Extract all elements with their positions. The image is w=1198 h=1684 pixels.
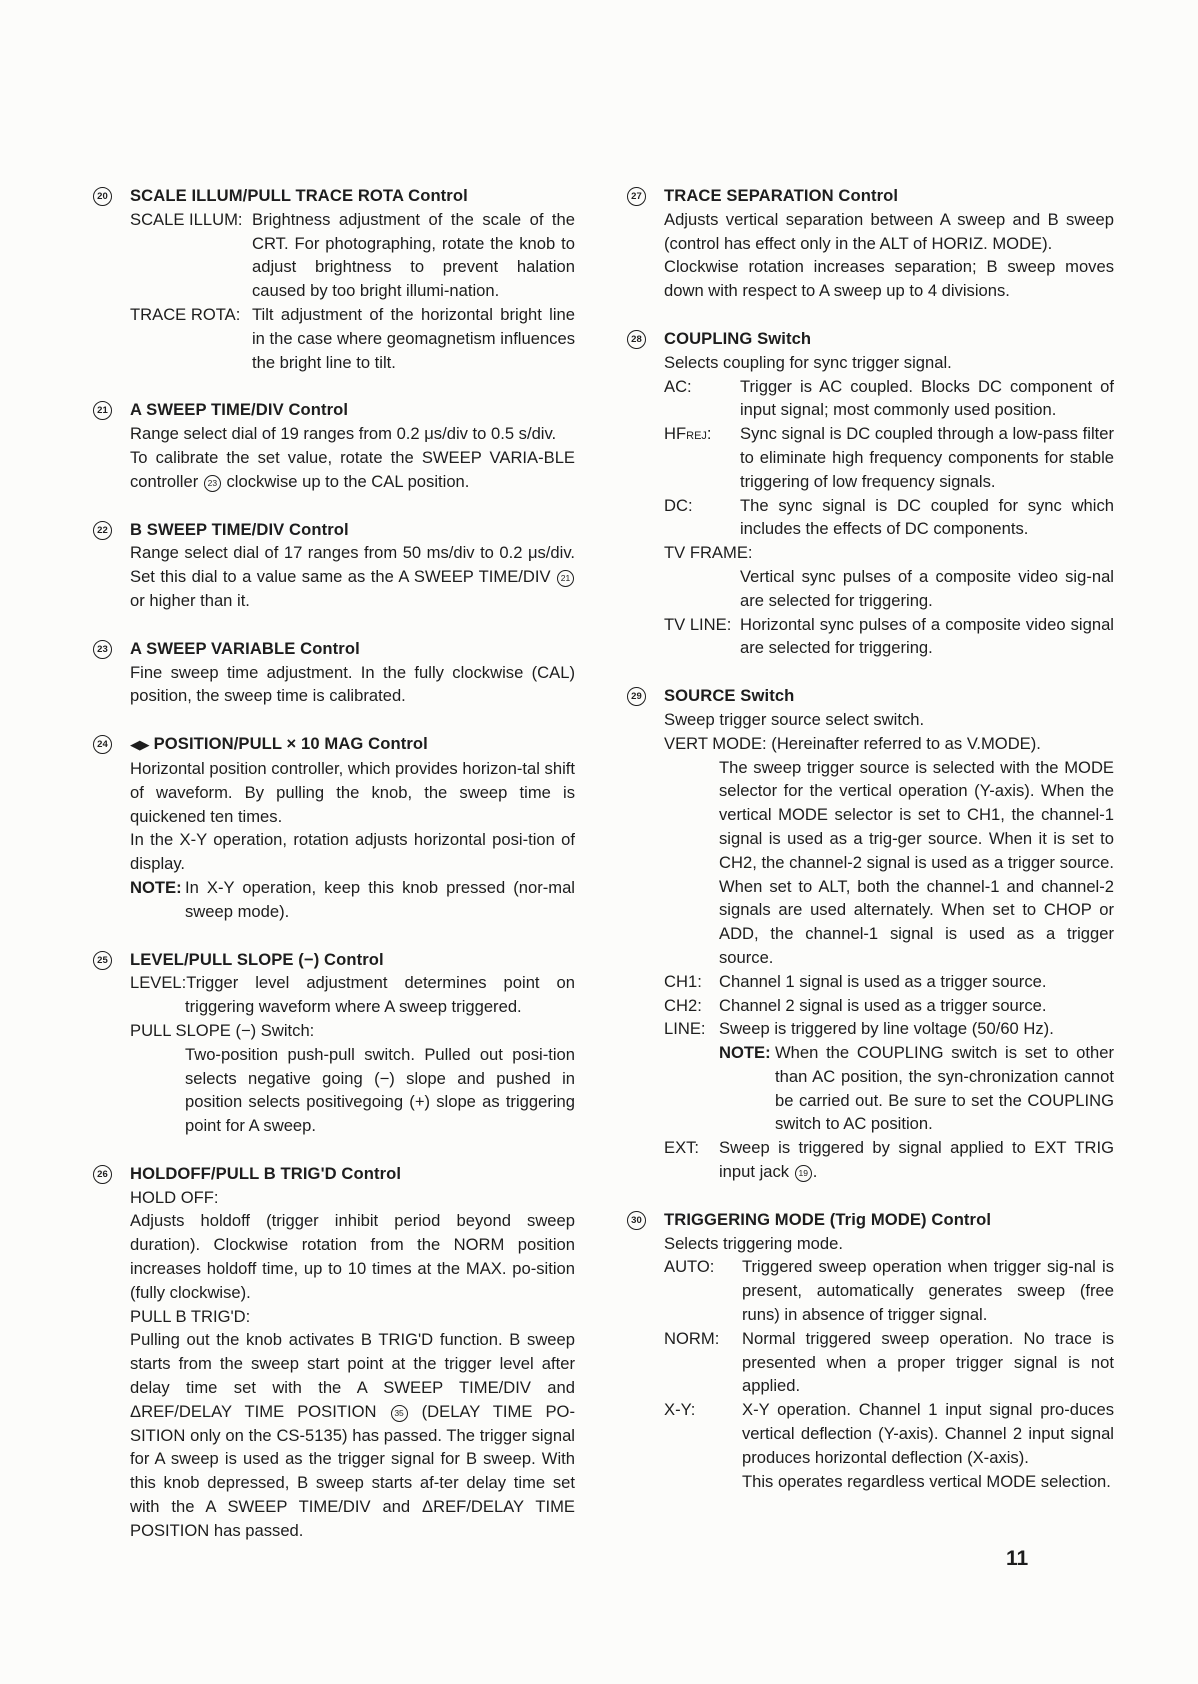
term-label: CH2: — [664, 995, 702, 1015]
section-title: POSITION/PULL × 10 MAG Control — [153, 734, 428, 754]
term-label: AC: — [664, 376, 692, 396]
section-heading — [93, 732, 575, 757]
section-number: 24 — [93, 735, 112, 754]
term-text: Channel 1 signal is used as a trigger source. — [719, 971, 1047, 991]
term-text: X-Y operation. Channel 1 input signal pro-duces vertical deflection (Y-axis). Channel 2 input signal produces horizontal deflection (X-axis). This operates regardless vertical MODE selection. — [742, 1400, 1114, 1491]
section-number: 27 — [627, 187, 646, 206]
term-label: VERT MODE: — [664, 733, 767, 753]
term-label: HFREJ: — [664, 424, 712, 444]
term-text: Trigger is AC coupled. Blocks DC component of input signal; most commonly used position. — [740, 376, 1114, 420]
section-number: 23 — [93, 640, 112, 659]
paragraph: Pulling out the knob activates B TRIG'D function. B sweep starts from the sweep start point at the trigger level after delay time set with the A SWEEP TIME/DIV and ΔREF/DELAY TIME POSITION 35 (DELAY TIME PO-SITION only on the CS-5135) has passed. The trigger signal for A sweep is used as the trigger signal for B sweep. With this knob depressed, B sweep starts af-ter delay time set with the A SWEEP TIME/DIV and ΔREF/DELAY TIME POSITION has passed. — [130, 1330, 575, 1540]
section-number: 28 — [627, 330, 646, 349]
term-text: The sync signal is DC coupled for sync which includes the effects of DC components. — [740, 495, 1114, 539]
section-29 — [627, 684, 1114, 1184]
reference-number: 21 — [557, 570, 574, 587]
paragraph: Clockwise rotation increases separation; B sweep moves down with respect to A sweep up to 4 divisions. — [664, 257, 1114, 301]
paragraph: Fine sweep time adjustment. In the fully clockwise (CAL) position, the sweep time is calibrated. — [130, 662, 575, 706]
definition-row — [664, 375, 1114, 423]
paragraph: To calibrate the set value, rotate the SWEEP VARIA-BLE controller 23 clockwise up to the CAL position. — [130, 447, 575, 491]
term-text: Sync signal is DC coupled through a low-pass filter to eliminate high frequency components for stable triggering of low frequency signals. — [740, 424, 1114, 491]
section-heading — [627, 327, 1114, 351]
section-title: HOLDOFF/PULL B TRIG'D Control — [130, 1163, 402, 1183]
definition-row — [664, 494, 1114, 542]
definition-row — [664, 1017, 1114, 1041]
term-label: DC: — [664, 495, 693, 515]
paragraph: In the X-Y operation, rotation adjusts horizontal posi-tion of display. — [130, 830, 575, 874]
term-heading: (Hereinafter referred to as V.MODE). — [771, 733, 1041, 753]
term-text: Normal triggered sweep operation. No trace is presented when a proper trigger signal is not applied. — [742, 1328, 1114, 1396]
term-text: Sweep is triggered by signal applied to EXT TRIG input jack 19 . — [719, 1138, 1114, 1182]
section-28 — [627, 327, 1114, 660]
section-title: A SWEEP VARIABLE Control — [130, 638, 360, 658]
term-label: LINE: — [664, 1019, 706, 1039]
paragraph: Adjusts holdoff (trigger inhibit period beyond sweep duration). Clockwise rotation from the NORM position increases holdoff time, up to 10 times at the MAX. po-sition (fully clockwise). — [130, 1211, 575, 1302]
section-24 — [93, 732, 575, 923]
term-label: CH1: — [664, 971, 702, 991]
reference-number: 35 — [391, 1405, 408, 1422]
section-heading — [627, 1208, 1114, 1232]
section-heading — [627, 184, 1114, 208]
section-heading — [93, 637, 575, 661]
section-title: LEVEL/PULL SLOPE (−) Control — [130, 949, 384, 969]
paragraph: Horizontal position controller, which provides horizon-tal shift of waveform. By pulling the knob, the sweep time is quickened ten times. — [130, 758, 575, 826]
note-text: When the COUPLING switch is set to other than AC position, the syn-chronization cannot be carried out. Be sure to set the COUPLING switch to AC position. — [775, 1043, 1114, 1134]
section-heading — [627, 684, 1114, 708]
section-20 — [93, 184, 575, 374]
section-25 — [93, 948, 575, 1138]
section-heading — [93, 398, 575, 422]
section-number: 25 — [93, 951, 112, 970]
section-number: 22 — [93, 521, 112, 540]
term-label: X-Y: — [664, 1400, 696, 1420]
definition-row — [130, 971, 575, 1019]
right-column — [627, 184, 1114, 1517]
section-title: SOURCE Switch — [664, 686, 795, 706]
intro-text: Selects coupling for sync trigger signal. — [664, 352, 952, 372]
section-title: A SWEEP TIME/DIV Control — [130, 400, 349, 420]
definition-row — [130, 208, 575, 303]
section-title: TRACE SEPARATION Control — [664, 186, 899, 205]
section-heading — [93, 518, 575, 542]
term-label: TV FRAME: — [664, 543, 753, 563]
term-label: SCALE ILLUM: — [130, 209, 243, 229]
subheading: HOLD OFF: — [130, 1187, 219, 1207]
definition-row — [664, 732, 1114, 756]
paragraph: Adjusts vertical separation between A sweep and B sweep (control has effect only in the ALT of HORIZ. MODE). — [664, 209, 1114, 253]
definition-row — [664, 422, 1114, 493]
section-heading — [93, 1162, 575, 1186]
section-title: COUPLING Switch — [664, 328, 812, 348]
term-text: The sweep trigger source is selected with the MODE selector for the vertical operation (Y-axis). When the vertical MODE selector is set to CH1, the channel-1 signal is used as a trig-ger source. When it is set to CH2, the channel-2 signal is used as a trigger source. When set to ALT, both the channel-1 and channel-2 signals are used alternately. When set to CHOP or ADD, the channel-1 signal is used as a trigger source. — [719, 757, 1114, 967]
section-number: 21 — [93, 401, 112, 420]
term-text: Vertical sync pulses of a composite video sig-nal are selected for triggering. — [740, 566, 1114, 610]
definition-row — [664, 613, 1114, 661]
term-text: Trigger level adjustment determines point on triggering waveform where A sweep triggered. — [185, 973, 575, 1017]
note-label: NOTE: — [130, 877, 182, 897]
term-text: Channel 2 signal is used as a trigger source. — [719, 995, 1047, 1015]
definition-row — [130, 303, 575, 374]
section-26 — [93, 1162, 575, 1543]
section-30 — [627, 1208, 1114, 1494]
definition-row — [664, 970, 1114, 994]
term-label: TV LINE: — [664, 614, 732, 634]
section-title: TRIGGERING MODE (Trig MODE) Control — [664, 1209, 992, 1229]
note-text: In X-Y operation, keep this knob pressed (nor-mal sweep mode). — [185, 877, 575, 921]
section-23 — [93, 637, 575, 708]
reference-number: 19 — [795, 1165, 812, 1182]
term-text: Brightness adjustment of the scale of the CRT. For photographing, rotate the knob to adjust brightness to prevent halation caused by too bright illumi-nation. — [252, 209, 575, 301]
section-heading — [93, 184, 575, 208]
section-title: B SWEEP TIME/DIV Control — [130, 519, 349, 539]
section-number: 30 — [627, 1211, 646, 1230]
section-heading — [93, 948, 575, 972]
section-number: 29 — [627, 687, 646, 706]
definition-row — [664, 1398, 1114, 1493]
term-label: LEVEL: — [130, 973, 187, 993]
section-number: 20 — [93, 187, 112, 206]
section-22 — [93, 518, 575, 613]
subheading: PULL B TRIG'D: — [130, 1306, 251, 1326]
term-label: NORM: — [664, 1328, 720, 1348]
term-label: EXT: — [664, 1138, 700, 1158]
intro-text: Sweep trigger source select switch. — [664, 709, 925, 729]
paragraph: Range select dial of 19 ranges from 0.2 μs/div to 0.5 s/div. — [130, 424, 557, 444]
note — [130, 876, 575, 924]
term-text: Two-position push-pull switch. Pulled out posi-tion selects negative going (−) slope and pushed in position selects positivegoing (+) slope as triggering point for A sweep. — [185, 1044, 575, 1136]
intro-text: Selects triggering mode. — [664, 1233, 843, 1253]
note-label: NOTE: — [719, 1043, 771, 1063]
term-text: Tilt adjustment of the horizontal bright line in the case where geomagnetism influences the bright line to tilt. — [252, 304, 575, 372]
term-text: Triggered sweep operation when trigger sig-nal is present, automatically generates sweep (free runs) in absence of trigger signal. — [742, 1257, 1114, 1325]
section-title: SCALE ILLUM/PULL TRACE ROTA Control — [130, 186, 468, 205]
paragraph: Range select dial of 17 ranges from 50 ms/div to 0.2 μs/div. Set this dial to a value same as the A SWEEP TIME/DIV 21 or higher than it. — [130, 543, 575, 610]
section-21 — [93, 398, 575, 493]
section-number: 26 — [93, 1165, 112, 1184]
note — [664, 1041, 1114, 1136]
definition-row — [664, 1136, 1114, 1184]
term-label: PULL SLOPE (−) Switch: — [130, 1020, 315, 1040]
term-text: Horizontal sync pulses of a composite video signal are selected for triggering. — [740, 614, 1114, 658]
term-label: AUTO: — [664, 1257, 715, 1277]
definition-row — [664, 1327, 1114, 1398]
definition-row — [664, 1255, 1114, 1326]
reference-number: 23 — [204, 475, 221, 492]
section-27 — [627, 184, 1114, 303]
left-right-arrows-icon: ◀ ▶ — [130, 737, 148, 753]
term-label: TRACE ROTA: — [130, 304, 241, 324]
left-column — [93, 184, 575, 1567]
definition-row — [664, 994, 1114, 1018]
page-number: 11 — [1006, 1547, 1029, 1570]
term-text: Sweep is triggered by line voltage (50/60 Hz). — [719, 1019, 1054, 1039]
